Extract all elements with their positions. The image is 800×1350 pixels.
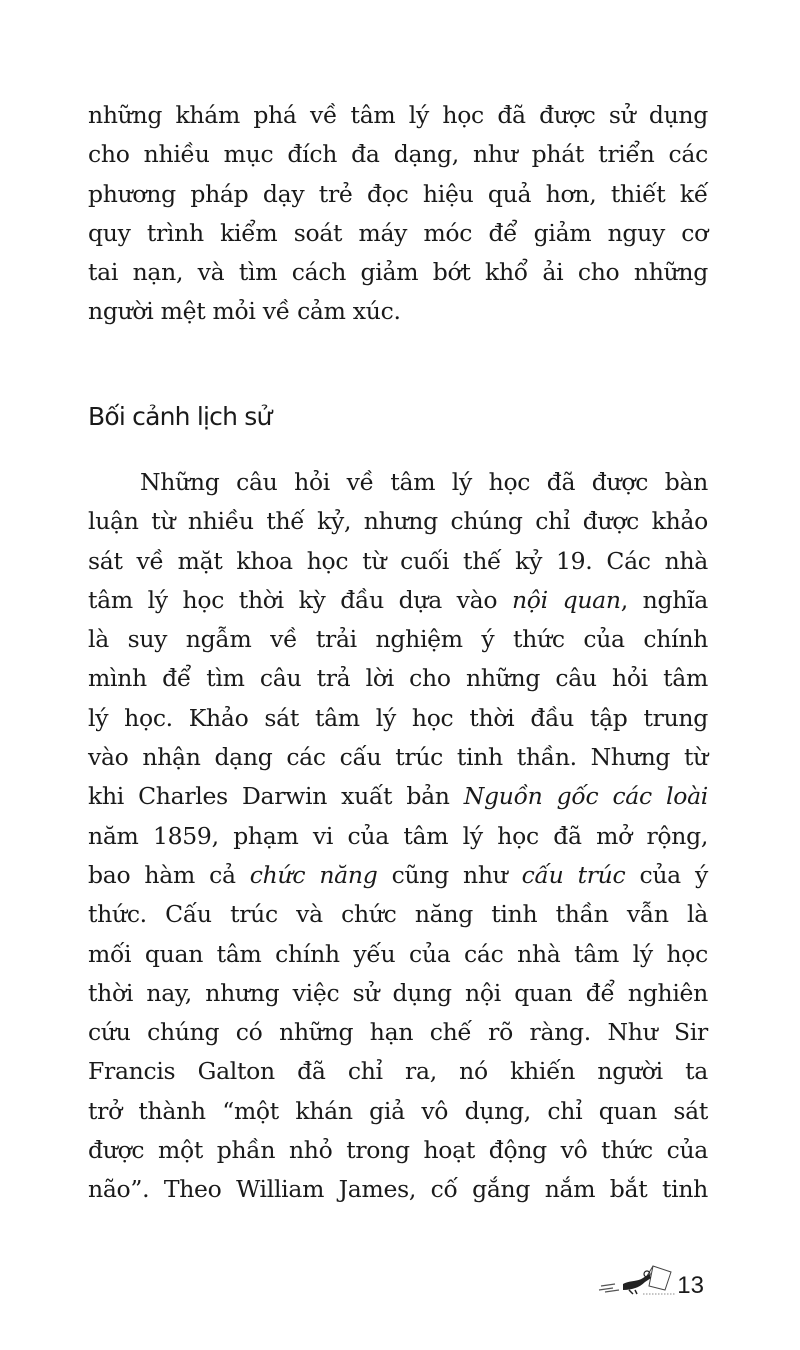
text-fragment: của ý (625, 860, 708, 889)
text-line (88, 581, 708, 620)
text-line: luận từ nhiều thế kỷ, nhưng chúng chỉ được khảo (88, 507, 708, 536)
text-line: sát về mặt khoa học từ cuối thế kỷ 19. Các nhà (88, 546, 708, 575)
text-line: lý học. Khảo sát tâm lý học thời đầu tập trung (88, 703, 708, 732)
text-line: thời nay, nhưng việc sử dụng nội quan để nghiên (88, 978, 708, 1007)
text-line: thức. Cấu trúc và chức năng tinh thần vẫn là (88, 900, 708, 929)
text-line: Những câu hỏi về tâm lý học đã được bàn (140, 468, 708, 496)
section-paragraph (88, 463, 708, 1210)
text-line: cứu chúng có những hạn chế rõ ràng. Như Sir (88, 1018, 708, 1047)
text-line: là suy ngẫm về trải nghiệm ý thức của chính (88, 625, 708, 654)
text-line: mình để tìm câu trả lời cho những câu hỏi tâm (88, 664, 708, 693)
text-line: vào nhận dạng các cấu trúc tinh thần. Nhưng từ (88, 743, 708, 772)
section-heading: Bối cảnh lịch sử (88, 402, 272, 431)
text-line: mối quan tâm chính yếu của các nhà tâm lý học (88, 939, 708, 968)
text-line: tai nạn, và tìm cách giảm bớt khổ ải cho những (88, 258, 708, 287)
page-footer (593, 1262, 704, 1298)
text-line: những khám phá về tâm lý học đã được sử dụng (88, 101, 708, 129)
text-line: được một phần nhỏ trong hoạt động vô thức của (88, 1136, 708, 1165)
text-line: cho nhiều mục đích đa dạng, như phát triển các (88, 140, 708, 169)
text-line: não”. Theo William James, cố gắng nắm bắt tinh (88, 1175, 708, 1204)
text-line: phương pháp dạy trẻ đọc hiệu quả hơn, thiết kế (88, 179, 708, 208)
emphasis-book-title: Nguồn gốc các loài (463, 782, 708, 811)
text-line: năm 1859, phạm vi của tâm lý học đã mở rộng, (88, 821, 708, 850)
emphasis-term-function: chức năng (249, 860, 378, 889)
text-line (88, 777, 708, 816)
section-paragraph-container (88, 463, 708, 1210)
flying-figure-ornament-icon (593, 1262, 675, 1298)
page-number: 13 (677, 1272, 704, 1299)
emphasis-term-introspection: nội quan (511, 585, 621, 614)
text-line: người mệt mỏi về cảm xúc. (88, 297, 401, 326)
text-fragment: cũng như (377, 860, 522, 889)
text-line (88, 856, 708, 895)
text-fragment: , nghĩa (620, 585, 708, 614)
intro-paragraph-container (88, 96, 708, 332)
emphasis-term-structure: cấu trúc (521, 860, 626, 889)
text-line: trở thành “một khán giả vô dụng, chỉ quan sát (88, 1096, 708, 1125)
text-line: Francis Galton đã chỉ ra, nó khiến người ta (88, 1057, 708, 1086)
text-fragment: khi Charles Darwin xuất bản (88, 782, 464, 811)
intro-paragraph (88, 96, 708, 332)
text-fragment: bao hàm cả (88, 860, 250, 889)
text-line: quy trình kiểm soát máy móc để giảm nguy cơ (88, 218, 708, 247)
text-fragment: tâm lý học thời kỳ đầu dựa vào (88, 585, 512, 614)
